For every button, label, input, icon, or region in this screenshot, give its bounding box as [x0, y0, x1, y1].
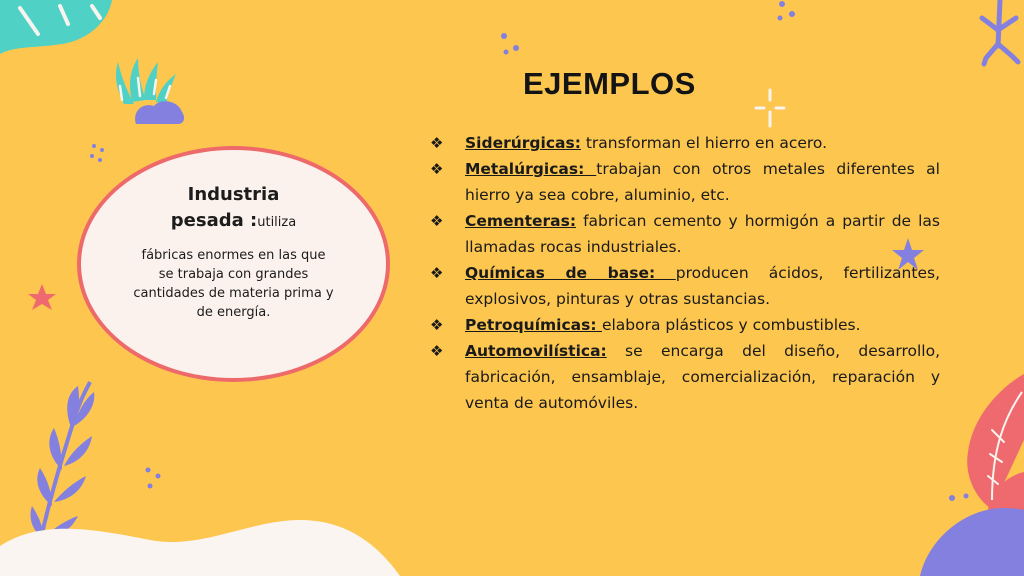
example-text: transforman el hierro en acero.: [580, 134, 828, 152]
example-text: fabrican cemento y hormigón a partir de las llamadas rocas industriales.: [465, 212, 940, 256]
list-item: [430, 338, 940, 416]
examples-list: [430, 130, 940, 416]
callout-heading-line1: Industria: [187, 184, 280, 205]
list-item: [430, 312, 940, 338]
list-item: [430, 156, 940, 208]
example-text: se encarga del diseño, desarrollo, fabricación, ensamblaje, comercialización, reparación y venta de automóviles.: [465, 342, 940, 412]
callout-heading-line2: pesada :: [170, 210, 258, 231]
diamond-bullet-icon: ❖: [430, 212, 444, 230]
example-term: Siderúrgicas:: [465, 134, 581, 152]
list-item: [430, 130, 940, 156]
plant-icon: [116, 58, 184, 124]
example-text: trabajan con otros metales diferentes al hierro ya sea cobre, aluminio, etc.: [465, 160, 940, 204]
coral-star-icon: [28, 284, 56, 310]
diamond-bullet-icon: ❖: [430, 134, 444, 152]
leaf-icon: [967, 374, 1024, 512]
example-term: Químicas de base:: [465, 264, 676, 282]
industry-callout: [77, 146, 390, 382]
callout-body: fábricas enormes en las que se trabaja con grandes cantidades de materia prima y de energía.: [133, 248, 334, 320]
list-item: [430, 208, 940, 260]
sparkle-icon: [756, 90, 784, 126]
example-text: producen ácidos, fertilizantes, explosivos, pinturas y otras sustancias.: [465, 264, 940, 308]
slide-title: EJEMPLOS: [523, 66, 696, 101]
example-term: Cementeras:: [465, 212, 577, 230]
example-term: Automovilística:: [465, 342, 607, 360]
diamond-bullet-icon: ❖: [430, 160, 444, 178]
callout-heading: [81, 182, 386, 236]
callout-body-first: utiliza: [257, 215, 297, 230]
purple-blob-shape: [920, 508, 1024, 576]
example-term: Petroquímicas:: [465, 316, 602, 334]
list-item: [430, 260, 940, 312]
diamond-bullet-icon: ❖: [430, 264, 444, 282]
diamond-bullet-icon: ❖: [430, 316, 444, 334]
diamond-bullet-icon: ❖: [430, 342, 444, 360]
example-term: Metalúrgicas:: [465, 160, 597, 178]
branch-icon: [982, 0, 1018, 64]
example-text: elabora plásticos y combustibles.: [601, 316, 861, 334]
